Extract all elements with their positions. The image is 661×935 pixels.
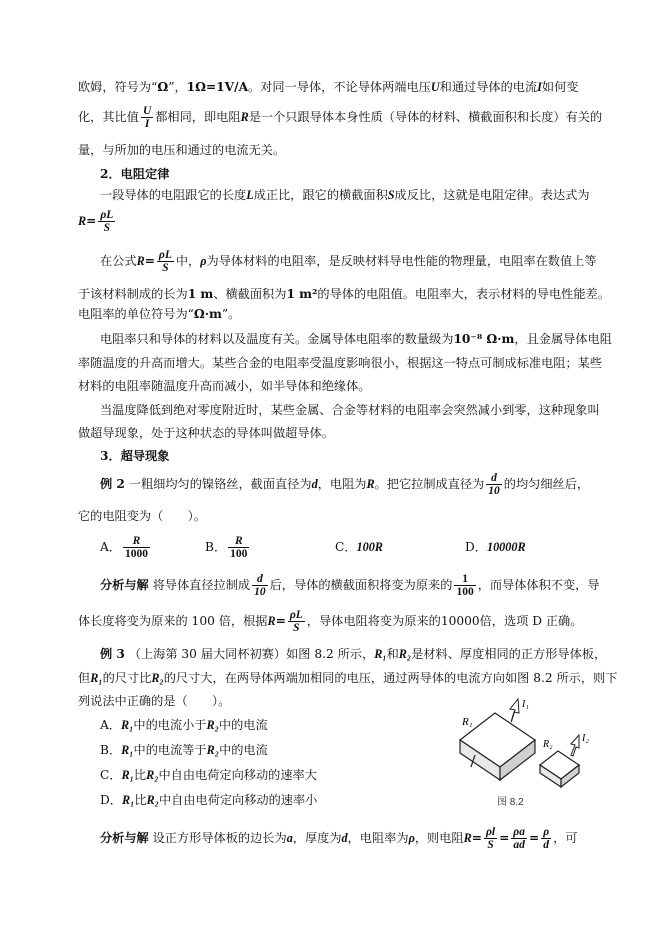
paragraph-line — [100, 187, 590, 203]
symbol-R1: R₁ — [90, 671, 103, 685]
section-heading: 2．电阻定律 — [100, 167, 170, 181]
text: 为导体材料的电阻率，是反映材料导电性能的物理量，电阻率在数值上等 — [206, 254, 597, 268]
fraction-rhol-over-S: $\frac{\rho l}{S}$ — [485, 826, 496, 851]
symbol-d: d — [311, 477, 318, 491]
text: 但 — [78, 671, 91, 685]
text: ，厚度为 — [292, 831, 342, 845]
paragraph-line — [78, 286, 610, 302]
fraction-rhoL-over-S: $\frac{\rho L}{S}$ — [100, 209, 114, 234]
option-a — [100, 532, 152, 562]
text: 。把它拉制成直径为 — [374, 477, 485, 491]
text: 体长度将变为原来的 100 倍，根据 — [78, 614, 268, 628]
option-label: B． — [205, 540, 227, 554]
fraction-d-over-10: $\frac{d}{10}$ — [254, 573, 266, 598]
text: 电阻率的单位符号为“ — [78, 307, 194, 321]
fraction-rho-over-d: $\frac{\rho}{d}$ — [543, 826, 550, 851]
symbol-R: R — [240, 110, 249, 124]
equals-sign: = — [275, 614, 286, 628]
text: 成正比，跟它的横截面积 — [253, 188, 388, 202]
symbol-R1: R₁ — [121, 743, 134, 757]
symbol-R1: R₁ — [121, 718, 134, 732]
analysis-label: 分析与解 — [100, 578, 149, 592]
fraction-d-over-10: $\frac{d}{10}$ — [488, 472, 500, 497]
symbol-R2: R₂ — [146, 768, 159, 782]
equals-sign: = — [471, 831, 482, 845]
text: 成反比，这就是电阻定律。表达式为 — [394, 188, 590, 202]
choice-d — [100, 792, 317, 808]
paragraph-line: 列说法中正确的是（ ）。 — [78, 694, 231, 708]
section-heading: 3．超导现象 — [100, 449, 170, 463]
text: 中的电流等于 — [133, 743, 207, 757]
paragraph-line: 率随温度的升高而增大。某些合金的电阻率受温度影响很小，根据这一特点可制成标准电阻；某些 — [78, 356, 603, 370]
text: 于该材料制成的长为 — [78, 287, 188, 301]
ohm-symbol: Ω — [157, 80, 169, 94]
example-label: 例 3 — [100, 647, 125, 661]
symbol-rho: ρ — [408, 831, 415, 845]
paragraph-line — [78, 103, 602, 131]
choice-b — [100, 742, 268, 758]
paragraph-line: 材料的电阻率随温度升高而减小，如半导体和绝缘体。 — [78, 379, 371, 393]
figure-label-r1: R₁ — [462, 716, 473, 728]
text: 比 — [133, 768, 147, 782]
text: 的尺寸比 — [102, 671, 152, 685]
fraction-R-over-1000: $\frac{R}{1000}$ — [125, 535, 148, 560]
symbol-R: R — [136, 254, 145, 268]
text: 中的电流小于 — [133, 718, 207, 732]
text: ”， — [168, 80, 187, 94]
text: 中的电流 — [218, 718, 268, 732]
paragraph-line — [78, 79, 578, 95]
option-c — [335, 539, 383, 555]
text: 是一个只跟导体本身性质（导体的材料、横截面积和长度）有关的 — [248, 110, 603, 124]
analysis-line — [78, 606, 582, 636]
fraction-rhoL-over-S: $\frac{\rho L}{S}$ — [289, 609, 303, 634]
text: 中的电流 — [219, 743, 268, 757]
text: ”。 — [221, 307, 241, 321]
symbol-R: R — [366, 477, 375, 491]
magnitude-value: 10⁻⁸ Ω·m — [453, 332, 515, 346]
symbol-R1: R₁ — [121, 768, 134, 782]
text: （上海第 30 届大同杯初赛）如图 8.2 所示， — [128, 647, 375, 661]
text: ，而导体体积不变，导 — [477, 578, 600, 592]
symbol-R2: R₂ — [206, 743, 220, 757]
analysis-line — [100, 823, 578, 853]
text: ，且金属导体电阻 — [514, 332, 612, 346]
figure-label-r2: R₂ — [543, 739, 553, 750]
r2-current-arrow-icon — [571, 735, 579, 756]
choice-a — [100, 717, 268, 733]
symbol-R1: R₁ — [374, 647, 387, 661]
symbol-R: R — [463, 831, 472, 845]
text: 是材料、厚度相同的正方形导体板， — [411, 647, 607, 661]
symbol-R: R — [78, 214, 87, 228]
analysis-line — [100, 570, 600, 600]
choice-c — [100, 767, 317, 783]
option-b — [205, 532, 251, 562]
value-1m2: 1 m² — [286, 287, 318, 301]
symbol-d: d — [341, 831, 348, 845]
text: 都相同，即电阻 — [155, 110, 241, 124]
unit-ohm-meter: Ω·m — [193, 307, 222, 321]
unit-relation: 1Ω=1V/A — [186, 80, 249, 94]
fraction-U-over-I: $\frac{U}{I}$ — [142, 105, 152, 130]
symbol-R2: R₂ — [146, 793, 159, 807]
text: 中自由电荷定向移动的速率大 — [158, 768, 317, 782]
text: 的尺寸大，在两导体两端加相同的电压，通过两导体的电流方向如图 8.2 所示，则下 — [163, 671, 618, 685]
example-3-line — [100, 646, 606, 662]
text: ，可 — [553, 831, 578, 845]
text: 在公式 — [100, 254, 137, 268]
symbol-rho: ρ — [200, 254, 207, 268]
resistance-formula — [78, 206, 117, 236]
equals-sign: = — [499, 831, 510, 845]
option-label: A． — [100, 540, 121, 554]
example-2-line — [100, 469, 589, 499]
option-label: D． — [465, 540, 487, 554]
figure-caption: 图 8.2 — [497, 797, 524, 808]
text: 的均匀细丝后， — [503, 477, 590, 491]
option-value: 10000R — [486, 540, 526, 554]
text: 一段导体的电阻跟它的长度 — [100, 188, 247, 202]
text: 将导体直径拉制成 — [152, 578, 251, 592]
text: 设正方形导体板的边长为 — [152, 831, 287, 845]
symbol-R2: R₂ — [151, 671, 164, 685]
figure-label-i2: I₂ — [582, 733, 589, 744]
symbol-R2: R₂ — [398, 647, 412, 661]
text: ，电阻为 — [317, 477, 367, 491]
fraction-rhoa-over-ad: $\frac{\rho a}{ad}$ — [513, 826, 525, 851]
figure-label-i1: I₁ — [522, 699, 529, 710]
symbol-I: I — [537, 80, 542, 94]
symbol-R: R — [267, 614, 276, 628]
value-1m: 1 m — [187, 287, 214, 301]
option-label: D． — [100, 793, 122, 807]
fraction-R-over-100: $\frac{R}{100}$ — [230, 535, 248, 560]
equals-sign: = — [144, 254, 155, 268]
paragraph-line — [100, 246, 597, 276]
option-label: B． — [100, 743, 122, 757]
text: ，导体电阻将变为原来的10000倍，选项 D 正确。 — [306, 614, 583, 628]
symbol-L: L — [246, 188, 254, 202]
figure-8-2 — [455, 695, 605, 810]
symbol-U: U — [430, 80, 440, 94]
symbol-R2: R₂ — [206, 718, 219, 732]
option-label: C． — [335, 540, 357, 554]
text: 如何变 — [541, 80, 579, 94]
text: 欧姆，符号为“ — [78, 80, 158, 94]
text: 一粗细均匀的镍铬丝，截面直径为 — [128, 477, 312, 491]
option-value: 100R — [356, 540, 383, 554]
text: 中自由电荷定向移动的速率小 — [158, 793, 318, 807]
option-label: C． — [100, 768, 122, 782]
option-d — [465, 539, 526, 555]
paragraph-line: 当温度降低到绝对零度附近时，某些金属、合金等材料的电阻率会突然减小到零，这种现象叫 — [100, 403, 600, 417]
option-label: A． — [100, 718, 121, 732]
text: 和 — [386, 647, 399, 661]
r1-current-arrow-icon — [510, 699, 519, 722]
text: ，则电阻 — [414, 831, 464, 845]
text: 中， — [175, 254, 201, 268]
fraction-1-over-100: $\frac{1}{100}$ — [456, 573, 474, 598]
equals-sign: = — [528, 831, 540, 845]
fraction-rhoL-over-S: $\frac{\rho L}{S}$ — [158, 249, 172, 274]
text: 后，导体的横截面积将变为原来的 — [269, 578, 453, 592]
text: 的导体的电阻值。电阻率大，表示材料的导电性能差。 — [317, 287, 610, 301]
text: ，电阻率为 — [347, 831, 409, 845]
symbol-a: a — [286, 831, 293, 845]
paragraph-line: 量，与所加的电压和通过的电流无关。 — [78, 143, 286, 157]
text: 电阻率只和导体的材料以及温度有关。金属导体电阻率的数量级为 — [100, 332, 454, 346]
text: 化，其比值 — [78, 110, 139, 124]
paragraph-line — [100, 331, 612, 347]
example-label: 例 2 — [100, 477, 125, 491]
paragraph-line — [78, 306, 240, 322]
text: 。对同一导体，不论导体两端电压 — [248, 80, 431, 94]
symbol-S: S — [387, 188, 395, 202]
text: 比 — [134, 793, 147, 807]
paragraph-line — [78, 670, 617, 686]
symbol-R1: R₁ — [121, 793, 135, 807]
analysis-label: 分析与解 — [100, 831, 149, 845]
equals-sign: = — [86, 214, 97, 228]
text: 和通过导体的电流 — [439, 80, 538, 94]
paragraph-line: 做超导现象，处于这种状态的导体叫做超导体。 — [78, 426, 334, 440]
paragraph-line: 它的电阻变为（ ）。 — [78, 509, 206, 523]
text: 、横截面积为 — [213, 287, 287, 301]
